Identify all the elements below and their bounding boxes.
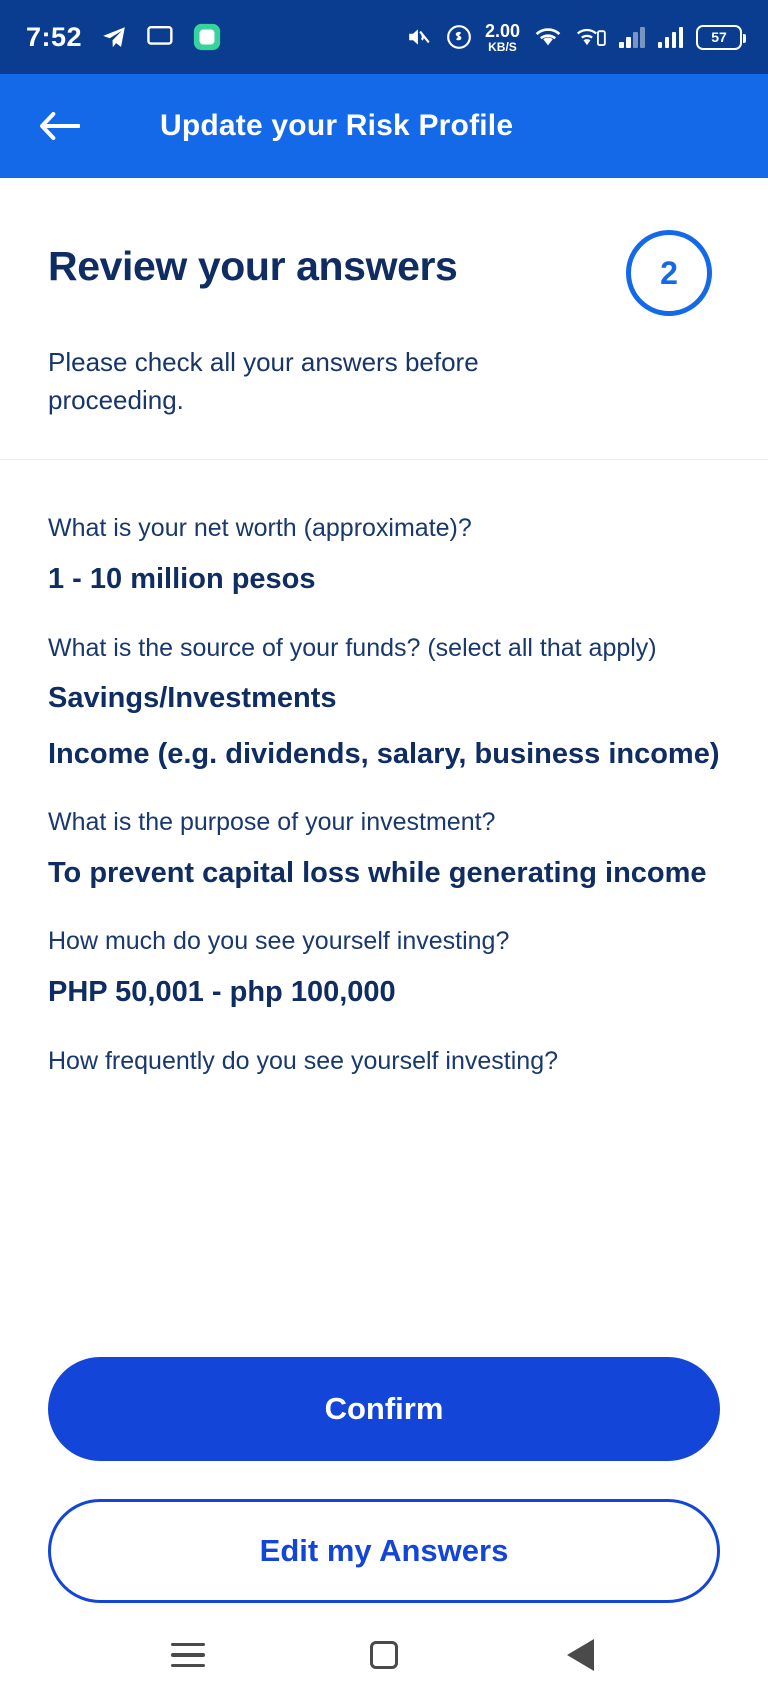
mute-icon: [405, 25, 433, 49]
page-header-row: [48, 244, 720, 316]
page-title: Review your answers: [48, 243, 458, 289]
question-label: What is your net worth (approximate)?: [48, 514, 472, 543]
back-arrow-icon[interactable]: [38, 104, 82, 148]
answer-value: 1 - 10 million pesos: [48, 563, 316, 596]
step-badge: 2: [626, 230, 712, 316]
signal-1-icon: [619, 26, 645, 48]
answers-list[interactable]: [0, 460, 768, 1339]
question-label: What is the source of your funds? (select all that apply): [48, 633, 657, 662]
status-time: 7:52: [26, 21, 83, 52]
security-shield-icon: [446, 24, 472, 50]
net-speed-unit: KB/S: [488, 39, 517, 54]
edit-answers-button[interactable]: Edit my Answers: [48, 1499, 720, 1603]
answer-value: To prevent capital loss while generating income: [48, 856, 707, 889]
status-bar: [0, 0, 768, 74]
qa-item: [48, 1045, 720, 1079]
app-green-icon: [192, 22, 222, 52]
status-bar-left: [26, 22, 222, 53]
action-buttons: [0, 1339, 768, 1603]
wifi-icon: [533, 25, 563, 49]
qa-item: [48, 925, 720, 1012]
question-label: How frequently do you see yourself investing?: [48, 1046, 559, 1075]
question-label: What is the purpose of your investment?: [48, 808, 496, 837]
page-header: [0, 178, 768, 460]
battery-percent: 57: [711, 29, 727, 45]
confirm-button[interactable]: Confirm: [48, 1357, 720, 1461]
wifi-call-icon: [576, 25, 606, 49]
home-icon[interactable]: [352, 1623, 416, 1687]
net-speed-value: 2.00: [484, 20, 520, 41]
answer-value: Savings/Investments: [48, 682, 337, 715]
status-bar-right: [405, 22, 742, 53]
system-nav-bar: [0, 1603, 768, 1707]
app-bar-title: Update your Risk Profile: [160, 109, 514, 142]
answer-value: Income (e.g. dividends, salary, business income): [48, 737, 720, 770]
qa-item: [48, 632, 720, 775]
question-label: How much do you see yourself investing?: [48, 927, 510, 956]
answer-value: PHP 50,001 - php 100,000: [48, 976, 396, 1009]
scroll-fade-overlay: [0, 1293, 768, 1339]
qa-item: [48, 512, 720, 599]
signal-2-icon: [658, 26, 684, 48]
screencast-icon: [146, 25, 174, 49]
network-speed-indicator: [485, 22, 520, 53]
app-bar: [0, 74, 768, 178]
qa-item: [48, 806, 720, 893]
battery-icon: [696, 25, 742, 50]
page-subtitle: Please check all your answers before proceeding.: [48, 347, 479, 415]
recents-icon[interactable]: [156, 1623, 220, 1687]
telegram-icon: [100, 24, 128, 50]
back-icon[interactable]: [548, 1623, 612, 1687]
